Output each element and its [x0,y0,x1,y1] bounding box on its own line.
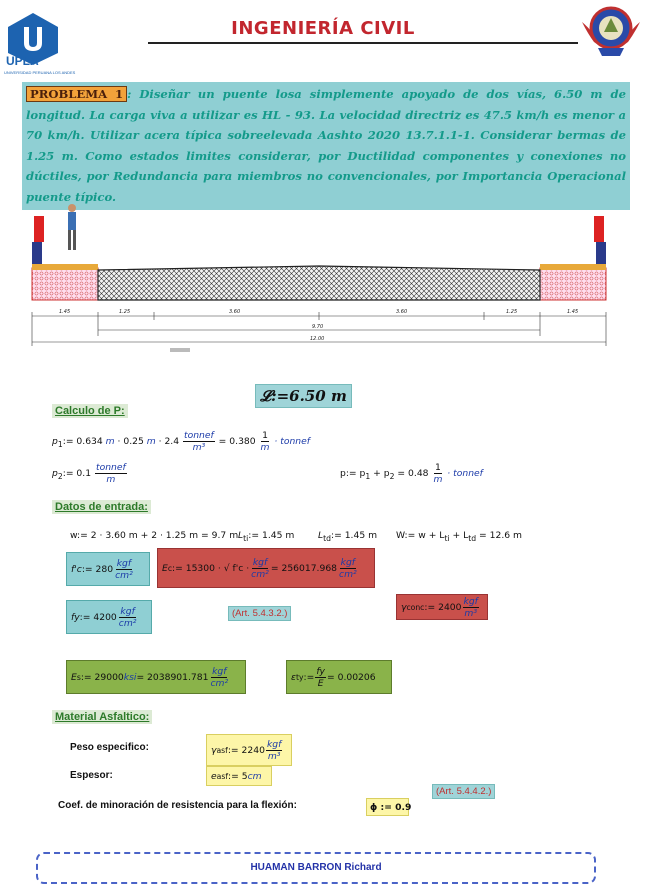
gamma-conc-value: := 2400 [424,601,462,613]
e-asf-box: e asf := 5 cm [206,766,272,786]
p-result: = 0.48 [394,468,432,479]
ec-result: = 256017.968 [270,562,338,574]
lti-symbol: L [238,530,244,541]
right-sidewalk [540,216,606,300]
title-underline [148,42,578,44]
ec-expr: := 15300 · √ f'c · [172,562,250,574]
ltd-equation: $L_{td}:= 1.45$ m [318,530,378,543]
W-result: = 12.6 m [476,530,522,541]
dim-total: 12.00 [310,336,325,342]
dim-total-inner: 9.70 [312,324,324,330]
bridge-cross-section [14,196,632,356]
p1-unit-m2: m [146,436,156,447]
fc-unit-num: kgf [116,557,132,569]
article-reference: (Art. 5.4.3.2.) [228,606,291,621]
epsilon-symbol: ε [291,671,296,683]
peso-especifico-label: Peso especifico: [70,742,149,753]
drawing-scrollbar [170,348,190,352]
upla-logo-subtext: UNIVERSIDAD PERUANA LOS ANDES [4,70,76,75]
coef-minoracion-label: Coef. de minoración de resistencia para la flexión: [58,800,297,811]
p1-mid2: · 2.4 [155,436,182,447]
pedestrian-figure [68,204,76,250]
dim-label: 3.60 [396,309,408,315]
fy-symbol: fy [71,611,80,623]
p1-unit-num: tonnef [184,430,214,441]
dim-label: 1.25 [506,309,518,315]
p1-expr: := 0.634 [62,436,106,447]
lti-value: := 1.45 m [248,530,295,541]
gamma-conc-sub: conc [406,602,425,612]
gamma-conc-symbol: γ [401,601,407,613]
section-calculo-p: Calculo de P: [52,404,128,418]
section-datos-entrada: Datos de entrada: [52,500,151,514]
fc-box [66,552,150,586]
es-symbol: E [71,671,77,683]
gamma-asf-value: := 2240 [227,744,265,756]
dim-label: 3.60 [229,309,241,315]
gamma-asf-box: γ asf := 2240 $\frac{\text{kgf}}{\text{m³}}$ [206,734,292,766]
epsilon-num: fy [316,665,325,677]
author-footer: HUAMAN BARRON Richard [36,852,596,884]
p1-tail: · tonnef [271,436,311,447]
article-reference: (Art. 5.4.4.2.) [432,784,495,799]
p2-expr: := 0.1 [62,468,94,479]
W-expr: W:= w + L [396,530,445,541]
gamma-asf-sub: asf [216,745,228,755]
page-title: INGENIERÍA CIVIL [231,18,415,39]
w-equation: w:= 2 · 3.60 m + 2 · 1.25 m = 9.7 m [70,530,239,541]
ltd-value: := 1.45 m [331,530,378,541]
W-equation: W:= $w + L_{ti} + L_{td} = 12.6$ m [396,530,522,543]
p1-one: 1 [262,430,268,441]
e-asf-value: := 5 [228,770,248,782]
p-plus: + p [370,468,390,479]
es-box: E s := 29000 ksi = 2038901.781 $\frac{\text{kgf}}{\text{cm²}}$ [66,660,246,694]
es-unit-ksi: ksi [123,671,137,683]
deck-slab [98,266,540,300]
ec-box: E c := 15300 · √ f'c · $\frac{\text{kgf}}{\text{cm²}}$ = 256017.968 $\frac{\text{kgf}}{\text{cm²}}$ [157,548,375,588]
ec-symbol: E [162,562,168,574]
p1-subscript: 1 [57,439,63,449]
es-value: := 29000 [80,671,124,683]
epsilon-result: = 0.00206 [326,671,376,683]
dim-label: 1.45 [59,309,71,315]
problem-statement [22,82,630,210]
span-length-box: 𝓛:=6.50 m [255,384,352,408]
p2-equation: $p_2:= 0.1$ $\frac{\text{tonnef}}{m}$ [52,462,126,485]
gamma-conc-unit-den: m³ [464,607,478,619]
epsilon-den: E [317,677,324,689]
p1-result: = 0.380 [215,436,259,447]
p2-unit-den: m [106,474,116,485]
left-sidewalk [32,216,98,300]
p-tail: · tonnef [444,468,483,479]
gamma-conc-box: γ conc := 2400 $\frac{\text{kgf}}{\text{m³}}$ [396,594,488,620]
epsilon-sub: ty [295,672,304,682]
section-material-asfaltico: Material Asfaltico: [52,710,152,724]
e-asf-unit: cm [247,770,262,782]
fc-symbol: f'c [71,563,82,575]
es-result: = 2038901.781 [136,671,209,683]
p1-mid: · 0.25 [114,436,147,447]
dim-label: 1.45 [567,309,579,315]
epsilon-ty-box: ε ty := $\frac{fy}{E}$ = 0.00206 [286,660,392,694]
fc-value: := 280 [81,563,114,575]
p1-unit-m1: m [105,436,115,447]
fc-unit-den: cm² [115,569,133,581]
p1-m-den: m [260,442,270,453]
p1-unit-den: m³ [192,442,206,453]
problem-tag: PROBLEMA 1 [26,86,127,102]
problem-text: : Diseñar un puente losa simplemente apoyado de dos vías, 6.50 m de longitud. La carga viva a utilizar es HL - 93. La velocidad directriz es 47.5 km/h es menor a 70 km/h. Utilizar acera típica sobreelevada Aashto 2020 13.7.1.1-1. Considerar bermas de 1.25 m. Como estados limites considerar, por Ductilidad componentes y conexiones no dúctiles, por Redundancia para miembros no convencionales, por Importancia Operacional puente típico. [26,87,626,204]
p-total-equation: p:= $p_1 + p_2 = 0.48$ $\frac{1}{m}$ · tonnef [340,462,483,485]
p1-symbol: p [52,436,58,447]
e-asf-symbol: e [211,770,217,782]
fy-value: := 4200 [79,611,117,623]
upla-logo-text: UPLA [6,54,39,68]
phi-box: ϕ := 0.9 [366,798,409,816]
gamma-asf-symbol: γ [211,744,217,756]
espesor-label: Espesor: [70,770,113,781]
p-expr: p:= p [340,468,366,479]
fy-box: fy := 4200 $\frac{\text{kgf}}{\text{cm²}}$ [66,600,152,634]
lti-equation: $L_{ti}:= 1.45$ m [238,530,295,543]
dim-label: 1.25 [119,309,131,315]
faculty-emblem-icon [580,2,642,62]
p1-equation [52,430,310,453]
p2-unit-num: tonnef [95,462,126,473]
